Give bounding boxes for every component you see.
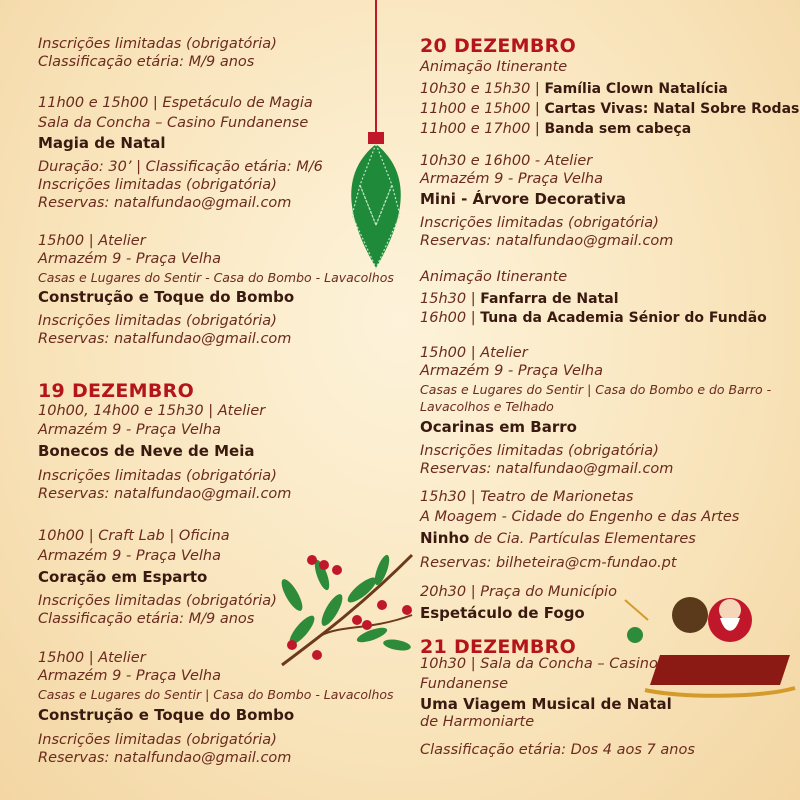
event-detail: Armazém 9 - Praça Velha: [420, 363, 603, 379]
event-detail: Classificação etária: M/9 anos: [38, 611, 255, 627]
event-line-part: Tuna da Academia Sénior do Fundão: [480, 310, 767, 326]
event-detail: Inscrições limitadas (obrigatória): [38, 36, 277, 52]
santa-sleigh-icon: [620, 560, 800, 700]
event-line: [420, 78, 728, 97]
event-detail: 15h00 | Atelier: [420, 345, 528, 361]
event-line: [420, 98, 799, 117]
event-title: Magia de Natal: [38, 134, 166, 152]
event-line: [420, 307, 767, 326]
event-detail: Inscrições limitadas (obrigatória): [38, 732, 277, 748]
event-line: [420, 118, 691, 137]
event-title: Ocarinas em Barro: [420, 418, 577, 436]
event-detail: Casas e Lugares do Sentir | Casa do Bombo - Lavacolhos: [38, 687, 394, 702]
event-title: Construção e Toque do Bombo: [38, 288, 295, 306]
event-detail: Reservas: natalfundao@gmail.com: [38, 331, 292, 347]
christmas-ornament-icon: [330, 0, 420, 275]
event-detail: de Harmoniarte: [420, 714, 535, 730]
event-detail: Animação Itinerante: [420, 59, 568, 75]
event-detail: Casas e Lugares do Sentir - Casa do Bombo - Lavacolhos: [38, 270, 394, 285]
event-detail: Lavacolhos e Telhado: [420, 399, 554, 414]
event-detail: Armazém 9 - Praça Velha: [38, 548, 221, 564]
event-line-part: 10h30 e 15h30 |: [420, 81, 545, 97]
event-detail: Reservas: natalfundao@gmail.com: [420, 233, 674, 249]
event-detail: Armazém 9 - Praça Velha: [38, 668, 221, 684]
event-title: Bonecos de Neve de Meia: [38, 442, 255, 460]
day-heading: 19 DEZEMBRO: [38, 380, 195, 402]
event-detail: Duração: 30’ | Classificação etária: M/6: [38, 159, 323, 175]
event-line-part: Fanfarra de Natal: [480, 291, 619, 307]
day-heading: 21 DEZEMBRO: [420, 636, 577, 658]
event-line-part: Família Clown Natalícia: [544, 81, 728, 97]
event-title: Construção e Toque do Bombo: [38, 706, 295, 724]
event-line-part: de Cia. Partículas Elementares: [469, 531, 696, 547]
event-line-part: 11h00 e 17h00 |: [420, 121, 545, 137]
event-detail: Inscrições limitadas (obrigatória): [420, 215, 659, 231]
day-heading: 20 DEZEMBRO: [420, 35, 577, 57]
event-line-part: Ninho: [420, 529, 470, 547]
event-detail: Classificação etária: M/9 anos: [38, 54, 255, 70]
event-detail: 10h00, 14h00 e 15h30 | Atelier: [38, 403, 266, 419]
event-line: [420, 288, 619, 307]
event-detail: A Moagem - Cidade do Engenho e das Artes: [420, 509, 740, 525]
event-detail: Inscrições limitadas (obrigatória): [38, 593, 277, 609]
event-detail: Reservas: natalfundao@gmail.com: [38, 486, 292, 502]
event-detail: 15h30 | Teatro de Marionetas: [420, 489, 634, 505]
event-detail: Inscrições limitadas (obrigatória): [420, 443, 659, 459]
event-detail: Animação Itinerante: [420, 269, 568, 285]
event-detail: Reservas: natalfundao@gmail.com: [38, 750, 292, 766]
event-detail: 15h00 | Atelier: [38, 233, 146, 249]
event-detail: 10h30 e 16h00 - Atelier: [420, 153, 593, 169]
event-detail: 15h00 | Atelier: [38, 650, 146, 666]
berry-branch-icon: [262, 535, 422, 675]
event-detail: 20h30 | Praça do Município: [420, 584, 617, 600]
event-detail: Fundanense: [420, 676, 508, 692]
event-detail: Inscrições limitadas (obrigatória): [38, 177, 277, 193]
event-detail: 10h00 | Craft Lab | Oficina: [38, 528, 230, 544]
event-detail: Armazém 9 - Praça Velha: [38, 251, 221, 267]
event-line-part: Cartas Vivas: Natal Sobre Rodas: [544, 101, 800, 117]
event-detail: Inscrições limitadas (obrigatória): [38, 313, 277, 329]
event-detail: Inscrições limitadas (obrigatória): [38, 468, 277, 484]
event-detail: Sala da Concha – Casino Fundanense: [38, 115, 309, 131]
event-line-part: 16h00 |: [420, 310, 481, 326]
event-detail: Reservas: bilheteira@cm-fundao.pt: [420, 555, 677, 571]
event-detail: Armazém 9 - Praça Velha: [38, 422, 221, 438]
event-line-part: 11h00 e 15h00 |: [420, 101, 545, 117]
event-line-part: Banda sem cabeça: [544, 121, 692, 137]
event-detail: Reservas: natalfundao@gmail.com: [38, 195, 292, 211]
event-detail: 10h30 | Sala da Concha – Casino: [420, 656, 658, 672]
event-line-part: 15h30 |: [420, 291, 481, 307]
event-detail: Classificação etária: Dos 4 aos 7 anos: [420, 742, 695, 758]
event-detail: 11h00 e 15h00 | Espetáculo de Magia: [38, 95, 313, 111]
event-line: [420, 528, 696, 547]
event-title: Uma Viagem Musical de Natal: [420, 695, 672, 713]
event-title: Mini - Árvore Decorativa: [420, 190, 626, 208]
event-detail: Casas e Lugares do Sentir | Casa do Bombo e do Barro -: [420, 382, 772, 397]
event-title: Espetáculo de Fogo: [420, 604, 585, 622]
event-detail: Reservas: natalfundao@gmail.com: [420, 461, 674, 477]
event-detail: Armazém 9 - Praça Velha: [420, 171, 603, 187]
event-title: Coração em Esparto: [38, 568, 208, 586]
